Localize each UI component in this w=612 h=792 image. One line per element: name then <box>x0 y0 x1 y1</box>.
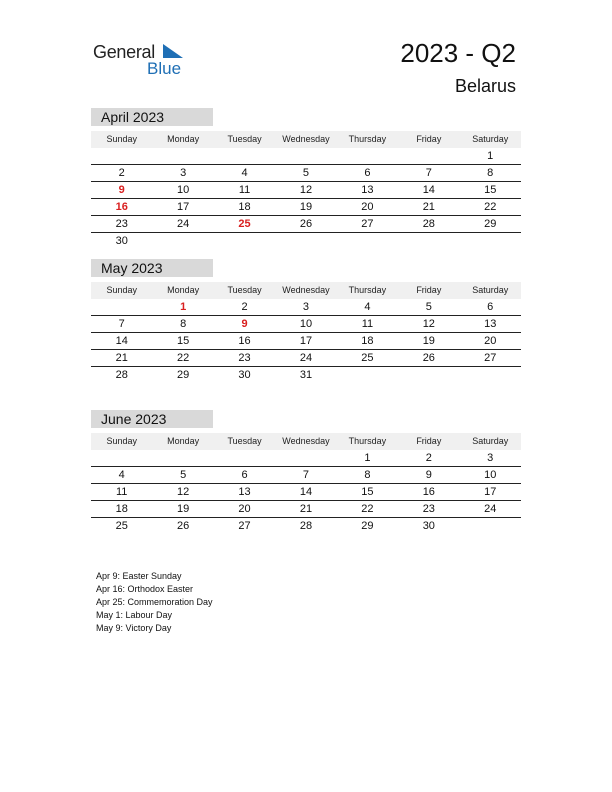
day-cell: 8 <box>487 167 494 179</box>
day-cell: 13 <box>361 184 374 196</box>
day-cell: 20 <box>238 503 251 515</box>
holiday-notes <box>96 570 213 635</box>
logo-blue-text: Blue <box>147 59 182 78</box>
day-cell: 9 <box>241 318 248 330</box>
day-cell: 15 <box>361 486 374 498</box>
day-cell: 23 <box>422 503 435 515</box>
country-name: Belarus <box>454 76 516 96</box>
day-cell: 24 <box>484 503 497 515</box>
day-cell: 14 <box>299 486 313 498</box>
week-row <box>91 233 521 249</box>
day-cell: 25 <box>115 520 128 532</box>
weekday-label: Sunday <box>106 436 137 446</box>
day-cell: 4 <box>364 301 371 313</box>
weekday-label: Thursday <box>348 285 387 295</box>
empty-day-cell <box>214 233 275 249</box>
day-cell: 17 <box>484 486 497 498</box>
day-cell: 2 <box>425 452 432 464</box>
week-row <box>91 450 521 467</box>
day-cell: 20 <box>484 335 497 347</box>
day-cell: 1 <box>364 452 371 464</box>
day-cell: 29 <box>361 520 374 532</box>
day-cell: 14 <box>422 184 435 196</box>
day-cell: 9 <box>118 184 125 196</box>
weekday-header-row <box>91 131 521 148</box>
empty-day-cell <box>337 367 398 383</box>
weekday-label: Saturday <box>472 285 509 295</box>
day-cell: 29 <box>177 369 190 381</box>
weekday-label: Monday <box>167 436 200 446</box>
day-cell: 31 <box>299 369 313 381</box>
day-cell: 21 <box>422 201 435 213</box>
weekday-label: Friday <box>416 436 442 446</box>
day-cell: 12 <box>177 486 190 498</box>
day-cell: 8 <box>180 318 187 330</box>
day-cell: 23 <box>238 352 251 364</box>
empty-day-cell <box>275 233 336 249</box>
day-cell: 27 <box>484 352 497 364</box>
day-cell: 10 <box>177 184 190 196</box>
day-cell: 16 <box>115 201 128 213</box>
holiday-note: May 9: Victory Day <box>96 623 172 633</box>
day-cell: 11 <box>238 184 251 196</box>
empty-day-cell <box>91 299 152 315</box>
week-row <box>91 484 521 501</box>
weekday-label: Tuesday <box>227 436 262 446</box>
day-cell: 16 <box>422 486 435 498</box>
day-cell: 22 <box>361 503 374 515</box>
day-cell: 15 <box>484 184 497 196</box>
day-cell: 16 <box>238 335 251 347</box>
month-title: May 2023 <box>91 259 213 277</box>
weekday-label: Thursday <box>348 436 387 446</box>
month-may <box>91 259 521 383</box>
day-cell: 12 <box>422 318 435 330</box>
day-cell: 28 <box>299 520 313 532</box>
day-cell: 29 <box>484 218 497 230</box>
logo-general-text: General <box>93 42 155 62</box>
day-cell: 2 <box>118 167 125 179</box>
day-cell: 14 <box>115 335 128 347</box>
empty-day-cell <box>460 518 521 534</box>
holiday-note: Apr 9: Easter Sunday <box>96 571 182 581</box>
day-cell: 30 <box>238 369 251 381</box>
generalblue-logo <box>93 40 193 80</box>
week-row <box>91 182 521 199</box>
day-cell: 12 <box>299 184 313 196</box>
day-cell: 20 <box>361 201 374 213</box>
day-cell: 25 <box>361 352 374 364</box>
day-cell: 18 <box>238 201 251 213</box>
weekday-header-row <box>91 433 521 450</box>
empty-day-cell <box>214 450 275 466</box>
week-row <box>91 333 521 350</box>
day-cell: 6 <box>364 167 371 179</box>
day-cell: 4 <box>241 167 248 179</box>
day-cell: 2 <box>241 301 248 313</box>
day-cell: 22 <box>177 352 190 364</box>
calendar-grid <box>91 433 521 534</box>
month-title: April 2023 <box>91 108 213 126</box>
weekday-label: Wednesday <box>282 134 330 144</box>
empty-day-cell <box>275 450 336 466</box>
day-cell: 7 <box>118 318 125 330</box>
day-cell: 5 <box>180 469 187 481</box>
day-cell: 26 <box>299 218 313 230</box>
day-cell: 18 <box>361 335 374 347</box>
day-cell: 21 <box>299 503 313 515</box>
day-cell: 24 <box>177 218 190 230</box>
day-cell: 18 <box>115 503 128 515</box>
day-cell: 10 <box>484 469 497 481</box>
month-april <box>91 108 521 249</box>
holiday-note: Apr 25: Commemoration Day <box>96 597 213 607</box>
day-cell: 28 <box>422 218 435 230</box>
weekday-label: Sunday <box>106 285 137 295</box>
day-cell: 3 <box>487 452 494 464</box>
calendar-grid <box>91 282 521 383</box>
day-cell: 7 <box>302 469 310 481</box>
day-cell: 3 <box>180 167 187 179</box>
week-row <box>91 367 521 383</box>
weekday-label: Tuesday <box>227 134 262 144</box>
weekday-label: Saturday <box>472 134 509 144</box>
week-row <box>91 148 521 165</box>
day-cell: 26 <box>177 520 190 532</box>
day-cell: 6 <box>487 301 494 313</box>
day-cell: 1 <box>487 150 494 162</box>
day-cell: 17 <box>177 201 190 213</box>
day-cell: 5 <box>425 301 432 313</box>
holiday-note: May 1: Labour Day <box>96 610 173 620</box>
empty-day-cell <box>398 233 459 249</box>
weekday-label: Monday <box>167 134 200 144</box>
weekday-label: Sunday <box>106 134 137 144</box>
weekday-label: Wednesday <box>282 285 330 295</box>
day-cell: 11 <box>116 486 128 498</box>
empty-day-cell <box>398 148 459 164</box>
weekday-label: Saturday <box>472 436 509 446</box>
day-cell: 23 <box>115 218 128 230</box>
day-cell: 19 <box>177 503 190 515</box>
weekday-header-row <box>91 282 521 299</box>
week-row <box>91 165 521 182</box>
day-cell: 28 <box>115 369 128 381</box>
empty-day-cell <box>152 450 213 466</box>
weekday-label: Friday <box>416 285 442 295</box>
day-cell: 24 <box>299 352 313 364</box>
empty-day-cell <box>460 367 521 383</box>
day-cell: 17 <box>299 335 313 347</box>
holiday-note: Apr 16: Orthodox Easter <box>96 584 194 594</box>
week-row <box>91 316 521 333</box>
week-row <box>91 467 521 484</box>
day-cell: 4 <box>118 469 125 481</box>
week-row <box>91 299 521 316</box>
week-row <box>91 199 521 216</box>
weekday-label: Monday <box>167 285 200 295</box>
day-cell: 7 <box>425 167 432 179</box>
day-cell: 11 <box>361 318 374 330</box>
day-cell: 10 <box>299 318 313 330</box>
calendar-grid <box>91 131 521 249</box>
day-cell: 9 <box>425 469 432 481</box>
weekday-label: Thursday <box>348 134 387 144</box>
empty-day-cell <box>214 148 275 164</box>
weekday-label: Tuesday <box>227 285 262 295</box>
empty-day-cell <box>337 148 398 164</box>
day-cell: 21 <box>115 352 128 364</box>
day-cell: 19 <box>299 201 313 213</box>
day-cell: 27 <box>361 218 374 230</box>
week-row <box>91 216 521 233</box>
weekday-label: Wednesday <box>282 436 330 446</box>
week-row <box>91 518 521 534</box>
empty-day-cell <box>275 148 336 164</box>
empty-day-cell <box>337 233 398 249</box>
day-cell: 1 <box>180 301 187 313</box>
weekday-label: Friday <box>416 134 442 144</box>
day-cell: 13 <box>238 486 251 498</box>
month-title: June 2023 <box>91 410 213 428</box>
day-cell: 5 <box>302 167 310 179</box>
day-cell: 15 <box>177 335 190 347</box>
day-cell: 27 <box>238 520 251 532</box>
empty-day-cell <box>152 148 213 164</box>
empty-day-cell <box>91 148 152 164</box>
day-cell: 22 <box>484 201 497 213</box>
logo-triangle-icon <box>161 44 183 58</box>
page-title: 2023 - Q2 <box>400 38 516 68</box>
day-cell: 26 <box>422 352 435 364</box>
day-cell: 8 <box>364 469 371 481</box>
empty-day-cell <box>398 367 459 383</box>
day-cell: 3 <box>302 301 310 313</box>
day-cell: 30 <box>115 235 128 247</box>
day-cell: 13 <box>484 318 497 330</box>
day-cell: 25 <box>238 218 251 230</box>
day-cell: 19 <box>422 335 435 347</box>
day-cell: 30 <box>422 520 435 532</box>
week-row <box>91 501 521 518</box>
month-june <box>91 410 521 534</box>
empty-day-cell <box>152 233 213 249</box>
empty-day-cell <box>460 233 521 249</box>
empty-day-cell <box>91 450 152 466</box>
day-cell: 6 <box>241 469 248 481</box>
week-row <box>91 350 521 367</box>
